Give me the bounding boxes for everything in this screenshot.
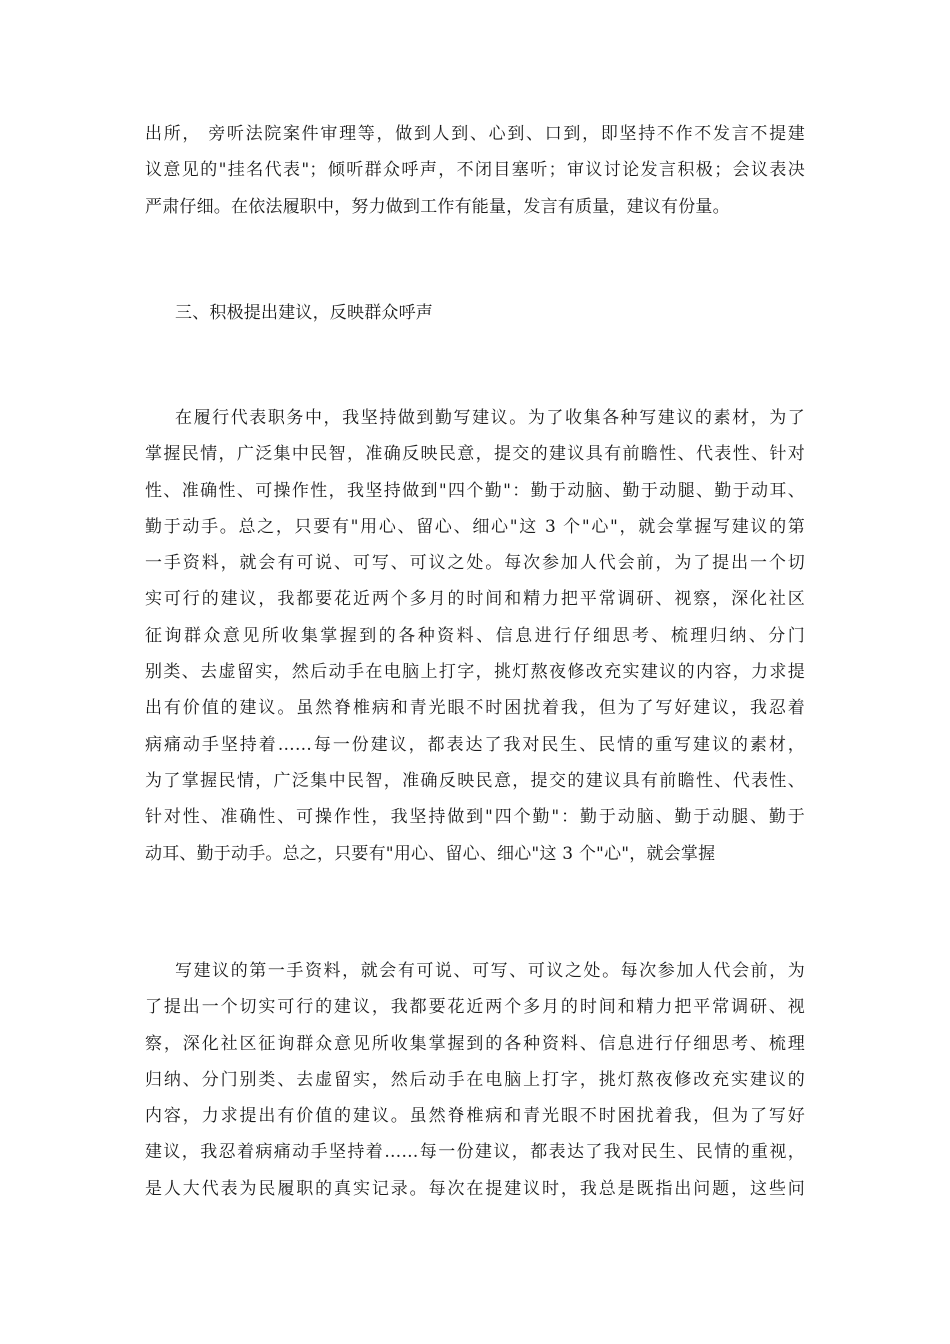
- text-line: 一手资料，就会有可说、可写、可议之处。每次参加人代会前，为了提出一个切: [145, 553, 805, 574]
- text-line: 为了掌握民情，广泛集中民智，准确反映民意，提交的建议具有前瞻性、代表性、: [145, 770, 805, 791]
- text-line: 内容，力求提出有价值的建议。虽然脊椎病和青光眼不时困扰着我，但为了写好: [145, 1106, 805, 1127]
- text-line: 征询群众意见所收集掌握到的各种资料、信息进行仔细思考、梳理归纳、分门: [145, 625, 805, 646]
- paragraph-duty-performance: [145, 116, 805, 225]
- text-line: 写建议的第一手资料，就会有可说、可写、可议之处。每次参加人代会前，为: [175, 961, 805, 981]
- text-line: 察，深化社区征询群众意见所收集掌握到的各种资料、信息进行仔细思考、梳理: [145, 1033, 805, 1054]
- text-line: 建议，我忍着病痛动手坚持着……每一份建议，都表达了我对民生、民情的重视，: [145, 1142, 805, 1163]
- text-line: 勤于动手。总之，只要有"用心、留心、细心"这 3 个"心"，就会掌握写建议的第: [145, 516, 805, 537]
- text-line: 动耳、勤于动手。总之，只要有"用心、留心、细心"这 3 个"心"，就会掌握: [145, 843, 716, 864]
- text-line: 议意见的"挂名代表"；倾听群众呼声，不闭目塞听；审议讨论发言积极；会议表决: [145, 160, 805, 181]
- text-line: 归纳、分门别类、去虚留实，然后动手在电脑上打字，挑灯熬夜修改充实建议的: [145, 1069, 805, 1090]
- text-line: 严肃仔细。在依法履职中，努力做到工作有能量，发言有质量，建议有份量。: [145, 196, 730, 217]
- text-line: 出所， 旁听法院案件审理等，做到人到、心到、口到，即坚持不作不发言不提建: [145, 124, 805, 144]
- text-line: 病痛动手坚持着……每一份建议，都表达了我对民生、民情的重写建议的素材，: [145, 734, 805, 755]
- section-heading-text: 三、积极提出建议，反映群众呼声: [175, 303, 433, 323]
- text-line: 在履行代表职务中，我坚持做到勤写建议。为了收集各种写建议的素材，为了: [175, 408, 805, 428]
- section-heading: [145, 295, 805, 331]
- text-line: 实可行的建议，我都要花近两个多月的时间和精力把平常调研、视察，深化社区: [145, 589, 805, 610]
- paragraph-writing-suggestions: [145, 400, 805, 872]
- paragraph-first-hand-material: [145, 953, 805, 1207]
- text-line: 是人大代表为民履职的真实记录。每次在提建议时，我总是既指出问题，这些问: [145, 1178, 805, 1199]
- text-line: 性、准确性、可操作性，我坚持做到"四个勤"：勤于动脑、勤于动腿、勤于动耳、: [145, 480, 805, 501]
- text-line: 出有价值的建议。虽然脊椎病和青光眼不时困扰着我，但为了写好建议，我忍着: [145, 698, 805, 719]
- text-line: 了提出一个切实可行的建议，我都要花近两个多月的时间和精力把平常调研、视: [145, 997, 805, 1018]
- text-line: 针对性、准确性、可操作性，我坚持做到"四个勤"：勤于动脑、勤于动腿、勤于: [145, 807, 805, 828]
- text-line: 别类、去虚留实，然后动手在电脑上打字，挑灯熬夜修改充实建议的内容，力求提: [145, 662, 805, 683]
- text-line: 掌握民情，广泛集中民智，准确反映民意，提交的建议具有前瞻性、代表性、针对: [145, 444, 805, 465]
